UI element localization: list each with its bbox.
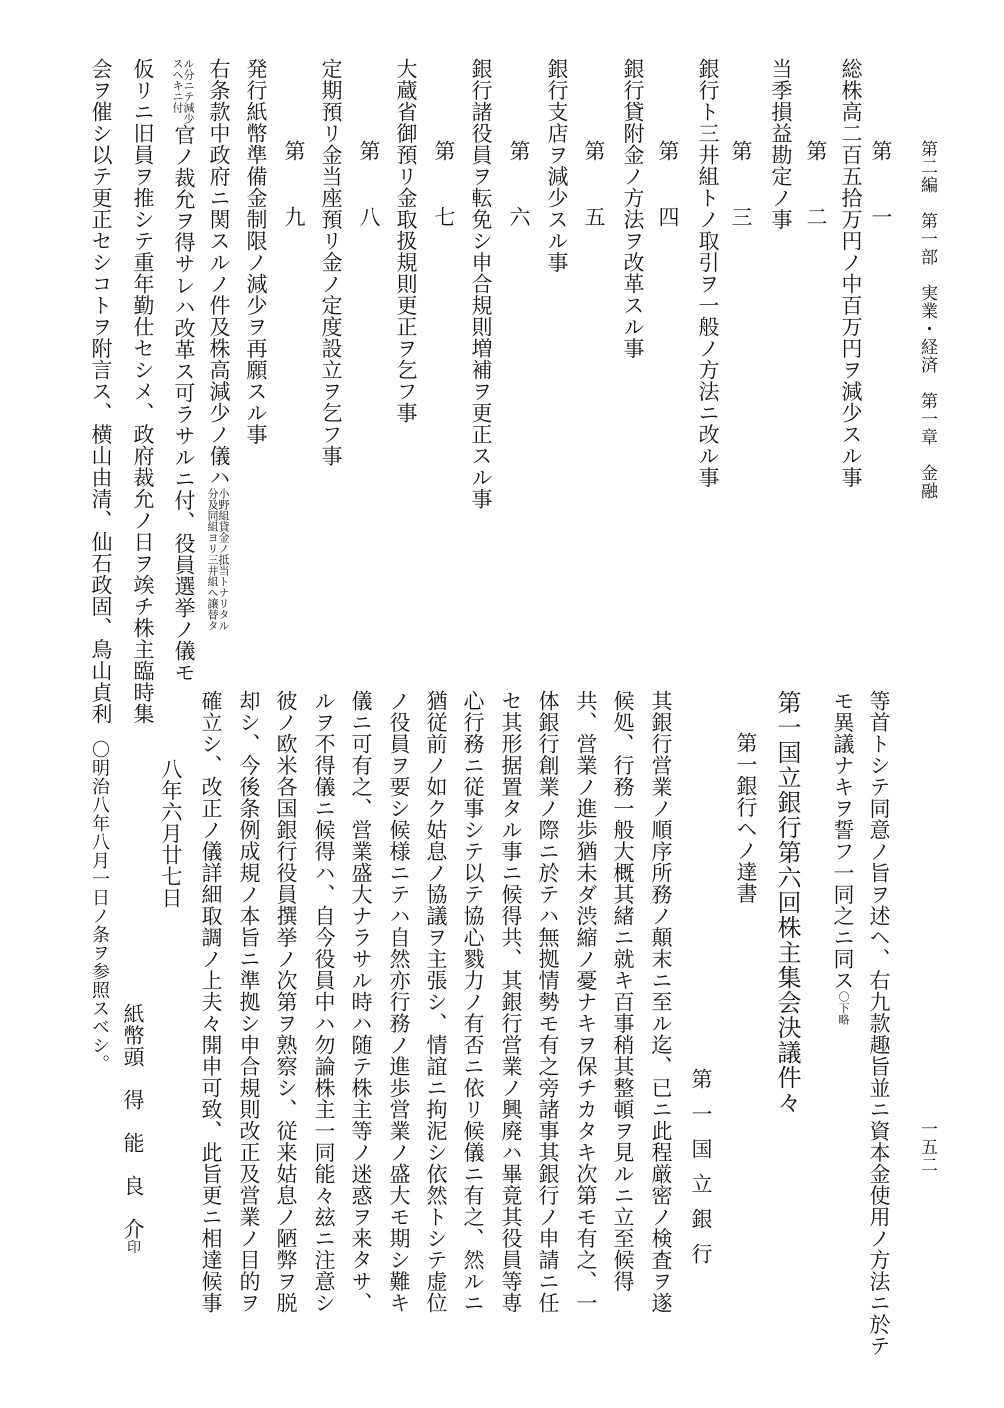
body-line: 猶従前ノ如ク姑息ノ協議ヲ主張シ、情誼ニ拘泥シ依然トシテ虚位 bbox=[424, 690, 448, 1314]
item-heading: 第 七 bbox=[432, 140, 456, 239]
page-number: 一五二 bbox=[917, 1120, 937, 1174]
paragraph-line: 等首トシテ同意ノ旨ヲ述ヘ、右九款趣旨並ニ資本金使用ノ方法ニ於テ bbox=[867, 690, 891, 1357]
item-heading: 第 一 bbox=[869, 140, 893, 239]
paragraph-line: 仮リニ旧員ヲ推シテ重年勤仕セシメ、政府裁允ノ日ヲ竢チ株主臨時集 bbox=[131, 58, 155, 725]
body-line: セ其形据置タル事ニ候得共、其銀行営業ノ興廃ハ畢竟其役員等専 bbox=[499, 690, 523, 1314]
item-text: 銀行ト三井組トノ取引ヲ一般ノ方法ニ改ル事 bbox=[696, 58, 720, 488]
body-line: 彼ノ欧米各国銀行役員撰挙ノ次第ヲ熟察シ、従来姑息ノ陋弊ヲ脱 bbox=[274, 690, 298, 1314]
signature-name: 紙幣頭 得 能 良 介 bbox=[121, 1003, 145, 1240]
date: 八年六月廿七日 bbox=[159, 758, 183, 909]
item-heading: 第 五 bbox=[582, 140, 606, 239]
paragraph-line bbox=[207, 58, 229, 631]
body-line: 候処、行務一般大概其緒ニ就キ百事稍其整頓ヲ見ルニ立至候得 bbox=[611, 690, 635, 1292]
item-text: 当季損益勘定ノ事 bbox=[769, 58, 793, 230]
section-subtitle: 第一銀行ヘノ達書 bbox=[734, 732, 758, 904]
seal-mark: 印 bbox=[125, 1239, 141, 1254]
body-line: 儀ニ可有之、営業盛大ナラサル時ハ随テ株主等ノ迷惑ヲ来タサ、 bbox=[349, 690, 373, 1314]
paragraph-text: 官ノ裁允ヲ得サレハ改革ス可ラサルニ付、役員選挙ノ儀モ bbox=[172, 124, 196, 683]
inline-note-left: スヘキニ付 bbox=[171, 58, 184, 113]
item-text: 銀行支店ヲ減少スル事 bbox=[545, 58, 569, 273]
body-line: 共、営業ノ進歩猶未ダ渋縮ノ憂ナキヲ保チカタキ次第モ有之、一 bbox=[574, 690, 598, 1314]
item-text: 定期預リ金当座預リ金ノ定度設立ヲ乞フ事 bbox=[319, 58, 343, 467]
body-line: 却シ、今後条例成規ノ本旨ニ準拠シ申合規則改正及営業ノ目的ヲ bbox=[237, 690, 261, 1314]
paragraph-line bbox=[832, 690, 853, 1026]
inline-note bbox=[207, 488, 229, 631]
body-line: 体銀行創業ノ際ニ於テハ無拠情勢モ有之旁諸事其銀行ノ申請ニ任 bbox=[536, 690, 560, 1314]
inline-note-left: 分及同組ヨリ三井組ヘ譲替タ bbox=[206, 488, 219, 631]
body-line: 確立シ、改正ノ儀詳細取調ノ上夫々開申可致、此旨更ニ相達候事 bbox=[199, 690, 223, 1314]
addressee: 第一国立銀行 bbox=[689, 1068, 713, 1278]
inline-note-right: 小野組貸金ノ抵当トナリタル bbox=[217, 488, 230, 631]
signature bbox=[122, 1003, 143, 1254]
paragraph-line: 会ヲ催シ以テ更正セシコトヲ附言ス、横山由清、仙石政固、鳥山貞利 bbox=[89, 58, 113, 725]
paragraph-line bbox=[172, 58, 194, 683]
item-heading: 第 二 bbox=[804, 140, 828, 239]
item-text: 銀行諸役員ヲ転免シ申合規則増補ヲ更正スル事 bbox=[469, 58, 493, 510]
item-text: 総株高二百五拾万円ノ中百万円ヲ減少スル事 bbox=[839, 58, 863, 488]
body-line: 心行務ニ従事シテ以テ協心戮力ノ有否ニ依リ候儀ニ有之、然ルニ bbox=[461, 690, 485, 1314]
running-header: 第二編 第一部 実業・経済 第一章 金融 bbox=[917, 140, 937, 500]
item-heading: 第 四 bbox=[656, 140, 680, 239]
reference-note: 〇明治八年八月一日ノ条ヲ参照スベシ。 bbox=[89, 740, 110, 1073]
paragraph-text: 右条款中政府ニ関スルノ件及株高減少ノ儀ハ bbox=[207, 58, 231, 488]
item-heading: 第 六 bbox=[507, 140, 531, 239]
item-text: 銀行貸附金ノ方法ヲ改革スル事 bbox=[621, 58, 645, 359]
body-line: ルヲ不得儀ニ候得ハ、自今役員中ハ勿論株主一同能々玆ニ注意シ bbox=[312, 690, 336, 1314]
inline-note-right: ル分ニテ減少 bbox=[182, 58, 195, 124]
item-text: 大蔵省御預リ金取扱規則更正ヲ乞フ事 bbox=[394, 58, 418, 424]
paragraph-text: モ異議ナキヲ誓フ一同之ニ同ス bbox=[831, 690, 855, 991]
item-heading: 第 八 bbox=[357, 140, 381, 239]
inline-note: 〇下略 bbox=[837, 991, 850, 1026]
body-line: 其銀行営業ノ順序所務ノ顛末ニ至ル迄、已ニ此程厳密ノ検査ヲ遂 bbox=[649, 690, 673, 1314]
body-line: ノ役員ヲ要シ候様ニテハ自然亦行務ノ進歩営業ノ盛大モ期シ難キ bbox=[387, 690, 411, 1314]
item-heading: 第 九 bbox=[282, 140, 306, 239]
item-text: 発行紙幣準備金制限ノ減少ヲ再願スル事 bbox=[244, 58, 268, 445]
item-heading: 第 三 bbox=[729, 140, 753, 239]
section-title: 第一国立銀行第六回株主集会決議件々 bbox=[773, 690, 801, 1115]
inline-note bbox=[172, 58, 194, 124]
